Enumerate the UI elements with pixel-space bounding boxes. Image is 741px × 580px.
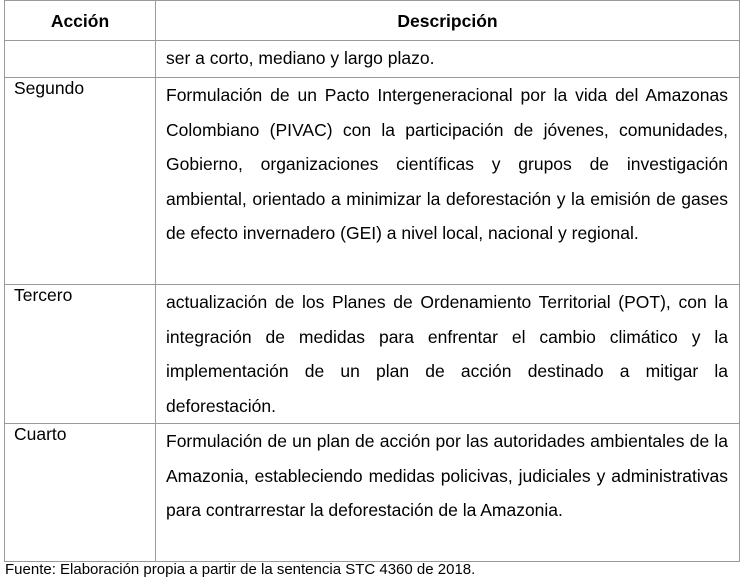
- accion-cell: Cuarto: [5, 424, 156, 562]
- table-row: [5, 41, 740, 78]
- descripcion-cell: actualización de los Planes de Ordenamiento Territorial (POT), con la integración de medidas para enfrentar el cambio climático y la implementación de un plan de acción destinado a mitigar la deforestación.: [156, 285, 740, 424]
- table-header-row: [5, 1, 740, 41]
- header-accion: Acción: [5, 1, 156, 41]
- source-note: Fuente: Elaboración propia a partir de la sentencia STC 4360 de 2018.: [5, 561, 476, 578]
- header-descripcion: Descripción: [156, 1, 740, 41]
- acciones-table: [4, 0, 740, 562]
- accion-cell: Tercero: [5, 285, 156, 424]
- accion-cell: [5, 41, 156, 78]
- table-row: [5, 78, 740, 285]
- table-row: [5, 285, 740, 424]
- accion-cell: Segundo: [5, 78, 156, 285]
- table-row: [5, 424, 740, 562]
- descripcion-cell: Formulación de un plan de acción por las autoridades ambientales de la Amazonia, estableciendo medidas policivas, judiciales y administrativas para contrarrestar la deforestación de la Amazonia.: [156, 424, 740, 562]
- descripcion-cell: Formulación de un Pacto Intergeneracional por la vida del Amazonas Colombiano (PIVAC) con la participación de jóvenes, comunidades, Gobierno, organizaciones científicas y grupos de investigación ambiental, orientado a minimizar la deforestación y la emisión de gases de efecto invernadero (GEI) a nivel local, nacional y regional.: [156, 78, 740, 285]
- descripcion-cell: ser a corto, mediano y largo plazo.: [156, 41, 740, 78]
